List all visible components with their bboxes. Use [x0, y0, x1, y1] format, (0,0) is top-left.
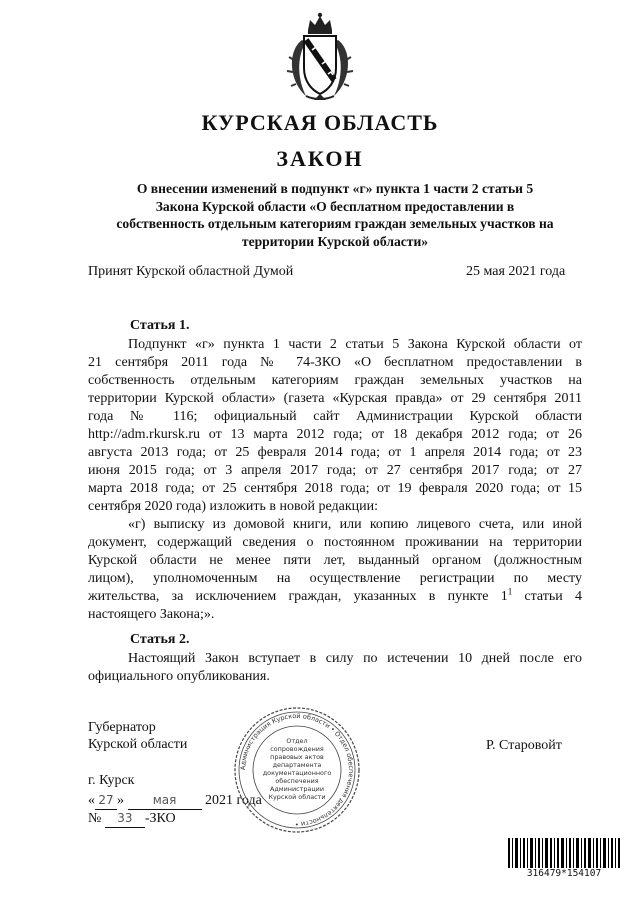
number-suffix: -ЗКО [144, 811, 176, 826]
text-line: http://adm.rkursk.ru от 13 марта 2012 года; от 18 декабря 2012 года; от 26 [88, 427, 582, 442]
text-line: лицом), уполномоченным на осуществление регистрации по месту [88, 571, 582, 586]
text-line: собственность отдельным категориям граждан земельных участков на [88, 373, 582, 388]
article-1-heading: Статья 1. [130, 318, 190, 333]
text-fragment: статьи 4 [512, 589, 582, 604]
date-day: 27 [95, 792, 117, 810]
stamp-text-line: департамента [272, 761, 322, 769]
text-line: сентября 2020 года) изложить в новой редакции: [88, 499, 378, 514]
adoption-date: 25 мая 2021 года [466, 264, 566, 279]
document-type: ЗАКОН [276, 146, 364, 171]
law-title-line: территории Курской области» [241, 233, 429, 249]
text-line: Курской области не менее пяти лет, выданный органом (должностным [88, 553, 582, 568]
governor-title-line: Губернатор [88, 720, 156, 735]
text-line: «г) выписку из домовой книги, или копию лицевого счета, или иной [128, 517, 582, 532]
barcode-number: 316479*154107 [504, 868, 624, 879]
stamp-text-line: Отдел [286, 737, 308, 745]
article-2-heading: Статья 2. [130, 632, 190, 647]
law-title-line: Закона Курской области «О бесплатном предоставлении в [155, 198, 515, 214]
text-fragment: жительства, за исключением граждан, указанных в пункте 1 [88, 589, 508, 604]
stamp-text-line: Курской области [268, 793, 326, 801]
law-title-line: собственность отдельным категориям граждан земельных участков на [116, 216, 554, 231]
stamp-text-line: обеспечения [275, 777, 319, 785]
governor-title-line: Курской области [88, 737, 188, 752]
number-prefix: № [88, 811, 102, 826]
text-line: Подпункт «г» пункта 1 части 2 статьи 5 Закона Курской области от [128, 337, 582, 352]
text-line: официального опубликования. [88, 669, 270, 684]
kursk-coat-of-arms-icon [284, 10, 356, 102]
governor-name: Р. Старовойт [486, 738, 562, 753]
law-title [88, 180, 582, 250]
stamp-text-line: сопровождения [270, 745, 324, 753]
text-line: настоящего Закона;». [88, 607, 215, 622]
text-line-with-sup [88, 588, 582, 606]
region-title: КУРСКАЯ ОБЛАСТЬ [201, 110, 439, 135]
governor-title [88, 719, 187, 753]
date-month: мая [128, 792, 202, 810]
text-line: года № 116; официальный сайт Администрации Курской области [88, 409, 582, 424]
article-2-body [88, 650, 582, 686]
stamp-ring-text: Администрация Курской области • Отдел обеспечения деятельности • [238, 711, 356, 829]
date-year: 2021 года [205, 793, 262, 808]
text-line: территории Курской области» (газета «Курская правда» от 29 сентября 2011 [88, 391, 582, 406]
official-stamp [232, 705, 362, 835]
text-line: августа 2013 года; от 25 февраля 2014 года; от 1 апреля 2014 года; от 23 [88, 445, 582, 460]
text-line: марта 2018 года; от 25 сентября 2018 года; от 19 февраля 2020 года; от 15 [88, 481, 582, 496]
superscript: 1 [507, 586, 513, 597]
law-number [88, 810, 176, 828]
quote-open: « [88, 793, 95, 808]
text-line: 21 сентября 2011 года № 74-ЗКО «О бесплатном предоставлении в [88, 355, 582, 370]
stamp-text-line: правовых актов [270, 753, 324, 761]
text-line: документ, содержащий сведения о постоянном проживании на территории [88, 535, 582, 550]
signing-city: г. Курск [88, 773, 135, 788]
stamp-text-line: документационного [262, 769, 332, 777]
number-value: 33 [105, 810, 145, 828]
stamp-text-line: Администрации [270, 785, 324, 793]
text-line: июня 2015 года; от 3 апреля 2017 года; от 27 сентября 2017 года; от 27 [88, 463, 582, 478]
law-title-line: О внесении изменений в подпункт «г» пункта 1 части 2 статьи 5 [136, 181, 534, 196]
text-line: Настоящий Закон вступает в силу по истечении 10 дней после его [128, 651, 582, 666]
article-1-body [88, 336, 582, 624]
quote-close: » [117, 793, 124, 808]
adopted-by: Принят Курской областной Думой [88, 264, 294, 279]
